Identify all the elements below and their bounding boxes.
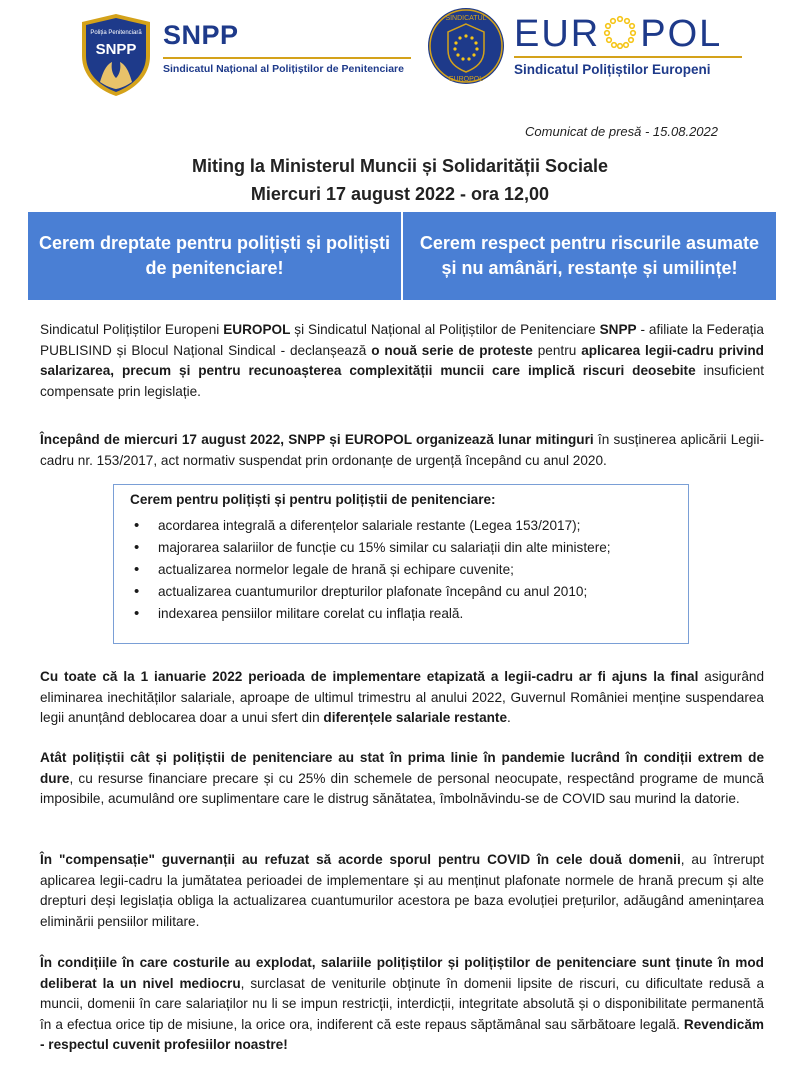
demands-box — [113, 484, 689, 644]
text-run: insuficient compensate prin legislație. — [40, 363, 765, 399]
snpp-gold-rule — [163, 57, 411, 59]
text-run: Sindicatul Polițiștilor Europeni — [40, 322, 224, 337]
text-run: asigurând eliminarea inechităților salariale, aproape de ultimul trimestru al anului 2022, Guvernul României menține suspendarea legii anunțând deblocarea doar a unui sfert din — [40, 669, 764, 725]
list-item: • acordarea integrală a diferențelor salariale restante (Legea 153/2017); — [130, 515, 672, 537]
europol-name-right: POL — [640, 13, 723, 55]
europol-full-name: Sindicatul Polițiștilor Europeni — [514, 62, 711, 77]
snpp-badge-abbr: SNPP — [95, 41, 137, 58]
letterhead — [0, 0, 800, 110]
bold-run: aplicarea legii-cadru privind salarizarea, precum și pentru recunoașterea complexității muncii care implică riscuri deosebite — [40, 342, 764, 378]
slogan-right: Cerem respect pentru riscurile asumate și nu amânări, restanțe și umilințe! — [419, 233, 760, 278]
text-run: și Sindicatul Național al Polițiștilor de Penitenciare — [290, 322, 600, 337]
europol-seal-top-text: SINDICATUL — [445, 15, 487, 22]
bold-run: Revendicăm - respectul cuvenit profesiilor noastre! — [40, 1016, 764, 1052]
list-item: • actualizarea normelor legale de hrană și echipare cuvenite; — [130, 559, 672, 581]
list-item: • actualizarea cuantumurilor drepturilor plafonate începând cu anul 2010; — [130, 581, 672, 603]
list-item: • majorarea salariilor de funcție cu 15% similar cu salariații din alte ministere; — [130, 537, 672, 559]
bold-run: Începând de miercuri 17 august 2022, SNPP și EUROPOL organizează lunar mitinguri — [40, 432, 594, 447]
europol-gold-rule — [514, 56, 742, 58]
europol-name — [514, 14, 722, 54]
paragraph-compensation — [40, 850, 764, 932]
text-run: , surclasat de veniturile obținute în domenii lipsite de riscuri, cu dificultate redusă a muncii, domenii în care salariaților nu li se impun restricții, interdicții, integritate absolută și o disponibilitate permanentă în a efectua orice tip de misiune, la orice ora, indiferent că este repaus săptămânal sau sărbătoare legală. — [40, 975, 765, 1032]
demands-list — [130, 515, 672, 625]
text-run: - afiliate la Federația PUBLISIND și Blocul Național Sindical - declanșează — [40, 322, 764, 358]
europol-name-left: EUR — [514, 13, 601, 55]
demands-title: Cerem pentru polițiști și pentru polițiștii de penitenciare: — [130, 492, 496, 507]
paragraph-intro — [40, 320, 764, 402]
paragraph-implementation — [40, 667, 764, 729]
eu-stars-ring-icon — [600, 15, 640, 49]
bold-run: o nouă serie de proteste — [371, 342, 533, 358]
text-run: în susținerea aplicării Legii-cadru nr. 153/2017, act normativ suspendat prin ordonanțe de urgență începând cu anul 2020. — [40, 432, 764, 468]
bold-run: Atât polițiștii cât și polițiștii de penitenciare au stat în prima linie în pandemie lucrând în condiții extrem de dure — [40, 750, 764, 786]
text-run: , cu resurse financiare precare și cu 25% din schemele de personal neocupate, respectând programe de muncă imposibile, acumulând ore suplimentare care le distrug sănătatea, îmbolnăvindu-se de COVID sau murind la datorie. — [40, 770, 764, 806]
paragraph-salaries — [40, 953, 764, 1056]
bold-run: EUROPOL — [223, 322, 291, 337]
europol-seal-bottom-text: EUROPOL — [448, 76, 484, 83]
slogan-banner — [28, 212, 776, 300]
snpp-logo-badge-icon — [78, 12, 154, 98]
list-item: • indexarea pensiilor militare corelat cu inflația reală. — [130, 603, 672, 625]
slogan-left: Cerem dreptate pentru polițiști și polițiști de penitenciare! — [38, 233, 391, 278]
snpp-full-name: Sindicatul Național al Polițiștilor de Penitenciare — [163, 63, 404, 75]
bold-run: În "compensație" guvernanții au refuzat să acorde sporul pentru COVID în cele două domenii — [40, 852, 681, 867]
snpp-badge-text: Poliția Penitenciară — [90, 30, 142, 36]
snpp-name: SNPP — [163, 20, 239, 50]
press-release-date: Comunicat de presă - 15.08.2022 — [525, 124, 718, 139]
text-run: , au întrerupt aplicarea legii-cadru la jumătatea perioadei de implementare și au menținut plafonate normele de hrană precum și alte drepturi deși legislația obliga la actualizarea cuantumurilor acestora pe baza evoluției prețurilor, adăugând amenințarea eliminării pensiilor militare. — [40, 852, 765, 929]
bold-run: diferențele salariale restante — [323, 710, 508, 725]
bold-run: SNPP — [599, 322, 637, 337]
paragraph-monthly-protests — [40, 430, 764, 471]
text-run: . — [507, 710, 511, 725]
text-run: pentru — [532, 342, 582, 358]
bold-run: În condițiile în care costurile au explodat, salariile polițiștilor și polițiștilor de penitenciare sunt ținute în mod deliberat la un nivel mediocru — [40, 955, 764, 991]
bold-run: Cu toate că la 1 ianuarie 2022 perioada de implementare etapizată a legii-cadru ar fi ajuns la final — [40, 669, 699, 684]
page-subtitle-date: Miercuri 17 august 2022 - ora 12,00 — [250, 184, 550, 204]
page-title: Miting la Ministerul Muncii și Solidarității Sociale — [191, 156, 609, 176]
europol-seal-icon — [426, 6, 506, 86]
paragraph-pandemic — [40, 748, 764, 810]
